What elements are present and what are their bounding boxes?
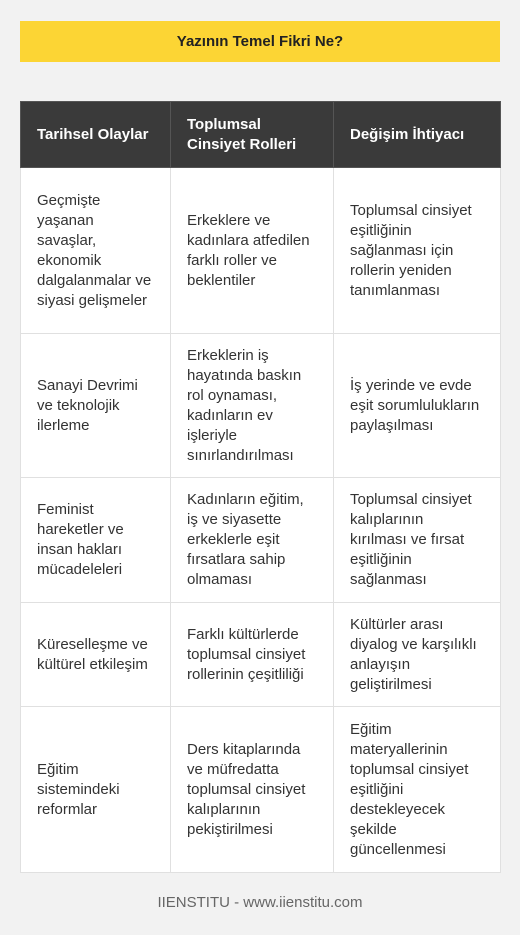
table-cell: Sanayi Devrimi ve teknolojik ilerleme	[21, 334, 171, 478]
table-cell: Erkeklere ve kadınlara atfedilen farklı roller ve beklentiler	[171, 168, 334, 334]
table-cell: Toplumsal cinsiyet kalıplarının kırılması ve fırsat eşitliğinin sağlanması	[334, 478, 501, 603]
footer-credit: IIENSTITU - www.iienstitu.com	[157, 894, 363, 911]
table-row	[21, 334, 501, 478]
table-cell: Küreselleşme ve kültürel etkileşim	[21, 603, 171, 707]
table-row	[21, 478, 501, 603]
table-cell: Ders kitaplarında ve müfredatta toplumsal cinsiyet kalıplarının pekiştirilmesi	[171, 707, 334, 873]
table-row	[21, 707, 501, 873]
column-header-historical-events: Tarihsel Olaylar	[21, 102, 171, 168]
table-cell: Toplumsal cinsiyet eşitliğinin sağlanması için rollerin yeniden tanımlanması	[334, 168, 501, 334]
table-cell: Eğitim materyallerinin toplumsal cinsiyet eşitliğini destekleyecek şekilde güncellenmesi	[334, 707, 501, 873]
column-header-gender-roles: Toplumsal Cinsiyet Rolleri	[171, 102, 334, 168]
table-row	[21, 168, 501, 334]
table-cell: İş yerinde ve evde eşit sorumlulukların paylaşılması	[334, 334, 501, 478]
table-cell: Feminist hareketler ve insan hakları mücadeleleri	[21, 478, 171, 603]
title-banner	[20, 21, 500, 62]
table-row	[21, 603, 501, 707]
table-cell: Erkeklerin iş hayatında baskın rol oynaması, kadınların ev işleriyle sınırlandırılması	[171, 334, 334, 478]
column-header-need-for-change: Değişim İhtiyacı	[334, 102, 501, 168]
table-cell: Eğitim sistemindeki reformlar	[21, 707, 171, 873]
table-header-row	[21, 102, 501, 168]
page-title: Yazının Temel Fikri Ne?	[176, 33, 344, 50]
table-cell: Kültürler arası diyalog ve karşılıklı anlayışın geliştirilmesi	[334, 603, 501, 707]
table-cell: Geçmişte yaşanan savaşlar, ekonomik dalgalanmalar ve siyasi gelişmeler	[21, 168, 171, 334]
comparison-table	[20, 101, 501, 873]
table-cell: Kadınların eğitim, iş ve siyasette erkeklerle eşit fırsatlara sahip olmaması	[171, 478, 334, 603]
table-cell: Farklı kültürlerde toplumsal cinsiyet rollerinin çeşitliliği	[171, 603, 334, 707]
